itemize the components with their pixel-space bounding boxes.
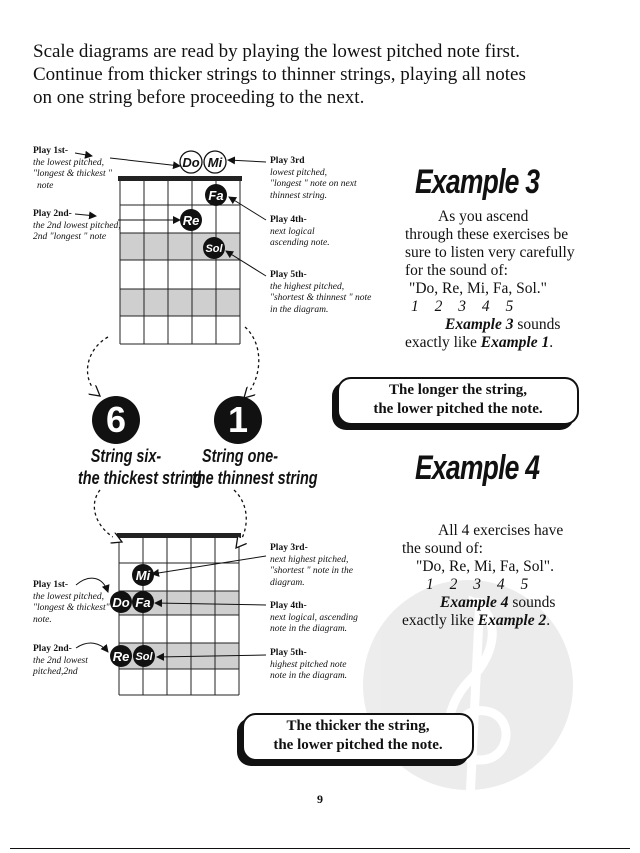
example-3-ref-tail: sounds [513, 316, 561, 333]
example-3-line: for the sound of: [405, 262, 508, 279]
annotation-play-1st [33, 146, 112, 192]
example-4-line: All 4 exercises have [438, 522, 564, 539]
example-3-ref: Example 3 [445, 316, 514, 333]
annotation-line: diagram. [270, 577, 305, 588]
page-number: 9 [317, 792, 323, 806]
example-4-body [402, 522, 582, 630]
annotation-line: pitched,2nd [33, 667, 78, 677]
string-six-label-line2: the thickest string [78, 468, 203, 488]
annotation-line: next logical, ascending [270, 612, 358, 623]
annotation-play-5th [270, 648, 347, 683]
annotation-line: next highest pitched, [270, 554, 349, 565]
string-six-number: 6 [92, 396, 140, 444]
note-label: Sol [205, 243, 223, 255]
note-sol [203, 237, 225, 259]
annotation-line: "longest & thickest" [33, 603, 110, 613]
callout-line: The thicker the string, [286, 718, 430, 734]
note-fa [132, 591, 154, 613]
note-label: Mi [135, 568, 151, 583]
string-one-number: 1 [214, 396, 262, 444]
annotation-head: Play 3rd- [270, 543, 308, 553]
note-label: Re [182, 213, 200, 228]
string-one-label-line1: String one- [202, 446, 278, 466]
annotation-line: 2nd "longest " note [33, 232, 107, 242]
example-3-last-post: . [549, 334, 554, 351]
string-one-label [192, 445, 318, 489]
annotation-line: note in the diagram. [270, 624, 348, 634]
annotation-line: ascending note. [270, 238, 330, 248]
note-label: Re [112, 649, 130, 664]
annotation-head: Play 2nd- [33, 644, 72, 654]
note-label: Fa [135, 595, 151, 610]
note-label: Mi [207, 155, 223, 170]
example-3-numbers: 1 2 3 4 5 [411, 298, 514, 315]
note-re [110, 645, 132, 667]
annotation-line: thinnest string. [270, 190, 328, 201]
example-3-line: sure to listen very carefully [405, 244, 575, 261]
footer-rule [10, 848, 630, 849]
annotation-line: note [37, 180, 54, 191]
note-label: Fa [208, 188, 224, 203]
annotation-line: "longest & thickest " [33, 169, 112, 179]
example-4-ref-tail: sounds [508, 594, 556, 611]
example-4-ref: Example 4 [440, 594, 509, 611]
callout-thicker-string [242, 713, 474, 761]
annotation-line: next logical [270, 226, 315, 237]
callout-line: the lower pitched the note. [273, 737, 443, 753]
example-3-body [405, 208, 585, 352]
annotation-line: lowest pitched, [270, 167, 327, 178]
annotation-play-3rd [270, 156, 357, 202]
example-4-last-pre: exactly like [402, 612, 478, 629]
annotation-play-1st [33, 580, 110, 626]
example-3-line: "Do, Re, Mi, Fa, Sol." [409, 280, 547, 297]
fretboard-bottom [117, 533, 241, 695]
example-4-line: the sound of: [402, 540, 483, 557]
note-fa [205, 184, 227, 206]
example-3-line: through these exercises be [405, 226, 569, 243]
note-mi [132, 564, 154, 586]
string-six-label [78, 445, 203, 489]
example-3-last-pre: exactly like [405, 334, 481, 351]
example-4-last-ref: Example 2 [477, 612, 547, 629]
example-3-title: Example 3 [415, 163, 540, 201]
annotation-play-2nd [33, 209, 121, 244]
annotation-line: the lowest pitched, [33, 157, 104, 168]
example-4-title: Example 4 [415, 449, 540, 487]
annotation-head: Play 4th- [270, 215, 307, 225]
note-label: Sol [135, 651, 153, 663]
annotation-line: note in the diagram. [270, 671, 348, 681]
annotation-head: Play 4th- [270, 601, 307, 611]
annotation-line: note. [33, 614, 52, 625]
example-4-line: "Do, Re, Mi, Fa, Sol". [416, 558, 554, 575]
note-do-open [180, 151, 202, 173]
callout-longer-string [337, 377, 579, 425]
annotation-line: the highest pitched, [270, 281, 345, 292]
annotation-play-2nd [33, 644, 88, 679]
annotation-line: in the diagram. [270, 304, 329, 315]
annotation-line: the lowest pitched, [33, 591, 104, 602]
example-3-last-ref: Example 1 [480, 334, 550, 351]
annotation-head: Play 5th- [270, 270, 307, 280]
example-4-numbers: 1 2 3 4 5 [426, 576, 529, 593]
annotation-line: "longest " note on next [270, 179, 357, 189]
note-sol [133, 645, 155, 667]
note-label: Do [112, 595, 130, 610]
note-re [180, 209, 202, 231]
example-4-last-post: . [546, 612, 551, 629]
string-one-label-line2: the thinnest string [192, 468, 318, 488]
annotation-play-4th [270, 601, 358, 636]
annotation-head: Play 3rd [270, 156, 305, 166]
annotation-line: highest pitched note [270, 659, 347, 670]
annotation-head: Play 1st- [33, 146, 69, 156]
annotation-head: Play 1st- [33, 580, 69, 590]
annotation-play-3rd [270, 543, 353, 589]
annotation-play-4th [270, 215, 330, 250]
annotation-line: the 2nd lowest pitched, [33, 220, 121, 231]
callout-line: the lower pitched the note. [373, 401, 543, 417]
annotation-line: the 2nd lowest [33, 655, 88, 666]
annotation-line: "shortest " note in the [270, 566, 353, 576]
string-six-label-line1: String six- [90, 446, 162, 466]
note-do [110, 591, 132, 613]
note-label: Do [182, 155, 200, 170]
intro-line: on one string before proceeding to the next. [33, 87, 365, 108]
example-3-line: As you ascend [438, 208, 529, 225]
annotation-play-5th [270, 270, 371, 316]
annotation-line: "shortest & thinnest " note [270, 293, 372, 303]
annotation-head: Play 2nd- [33, 209, 72, 219]
intro-line: Scale diagrams are read by playing the lowest pitched note first. [33, 41, 520, 62]
intro-line: Continue from thicker strings to thinner strings, playing all notes [33, 64, 526, 85]
annotation-head: Play 5th- [270, 648, 307, 658]
note-mi-open [204, 151, 226, 173]
callout-line: The longer the string, [388, 382, 528, 398]
